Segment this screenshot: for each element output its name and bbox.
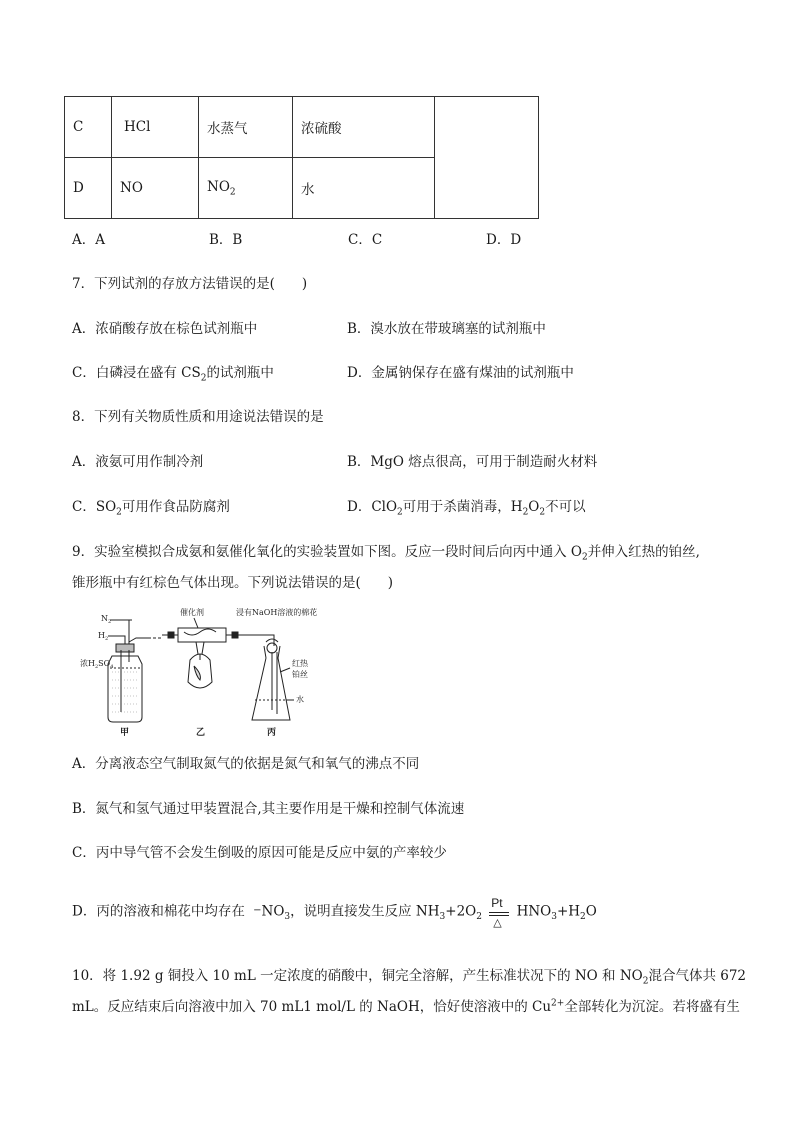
table-row [65, 97, 539, 158]
label-h2: $H_2$ [98, 631, 109, 642]
table-cell [435, 97, 539, 219]
q8-option-d: D．ClO$_2$可用于杀菌消毒，$H_2O_2$不可以 [347, 499, 586, 518]
table-cell: C [65, 97, 112, 158]
label-jia: 甲 [120, 728, 130, 738]
table-cell: D [65, 158, 112, 219]
label-red-hot: 红热 [292, 659, 308, 668]
q7-option-d: D．金属钠保存在盛有煤油的试剂瓶中 [347, 365, 574, 381]
label-pt-wire: 铂丝 [292, 670, 308, 679]
q8-stem: 8．下列有关物质性质和用途说法错误的是 [72, 409, 324, 425]
table-cell: 浓硫酸 [293, 97, 435, 158]
q10-stem-line1: 10．将 1.92 g 铜投入 10 mL 一定浓度的硝酸中，铜完全溶解，产生标准状况下的 NO 和 $NO_2$混合气体共 672 [72, 968, 747, 987]
flask-bing [236, 607, 317, 738]
q7-option-c: C．白磷浸在盛有 $CS_2$的试剂瓶中 [72, 365, 274, 384]
q6-option-b: B．B [209, 232, 243, 248]
q10-stem-line2: mL。反应结束后向溶液中加入 70 mL1 mol/L 的 NaOH，恰好使溶液中的 $Cu^{2+}$全部转化为沉淀。若将盛有生 [72, 998, 740, 1015]
table-cell: NO [112, 158, 199, 219]
q9-option-d: D．丙的溶液和棉花中均存在 $-NO_3$，说明直接发生反应 $NH_3+2O_2$ Pt △ $HNO_3+H_2O$ [72, 896, 597, 929]
label-conc-h2so4: 浓$H_2SO_4$ [80, 659, 114, 670]
options-table [64, 96, 539, 219]
q6-option-c: C．C [348, 232, 383, 248]
q6-option-d: D．D [486, 232, 522, 248]
bottle-jia [80, 614, 162, 738]
q9-option-c: C．丙中导气管不会发生倒吸的原因可能是反应中氨的产率较少 [72, 845, 447, 861]
label-cotton: 浸有NaOH溶液的棉花 [236, 608, 318, 617]
q8-option-b: B．MgO 熔点很高，可用于制造耐火材料 [347, 454, 598, 470]
table-cell: $NO_2$ [199, 158, 293, 219]
q9-stem-line2: 锥形瓶中有红棕色气体出现。下列说法错误的是( ) [72, 575, 394, 591]
label-catalyst: 催化剂 [180, 608, 204, 617]
q9-option-a: A．分离液态空气制取氮气的依据是氮气和氧气的沸点不同 [72, 756, 420, 772]
table-cell: 水蒸气 [199, 97, 293, 158]
q9-stem-line1: 9．实验室模拟合成氨和氨催化氧化的实验装置如下图。反应一段时间后向丙中通入 $O_2$并伸入红热的铂丝, [72, 544, 700, 563]
label-yi: 乙 [196, 728, 206, 738]
q7-option-b: B．溴水放在带玻璃塞的试剂瓶中 [347, 321, 546, 337]
label-n2: $N_2$ [101, 614, 112, 625]
label-water: 水 [296, 695, 304, 704]
table-cell: HCl [112, 97, 199, 158]
q9-option-b: B．氮气和氢气通过甲装置混合,其主要作用是干燥和控制气体流速 [72, 801, 465, 817]
label-bing: 丙 [267, 728, 277, 738]
q8-option-a: A．液氨可用作制冷剂 [72, 454, 204, 470]
table-cell: 水 [293, 158, 435, 219]
q7-stem: 7．下列试剂的存放方法错误的是( ) [72, 276, 308, 292]
apparatus-figure [76, 602, 321, 738]
tube-yi [162, 607, 244, 738]
q6-option-a: A．A [72, 232, 105, 248]
q8-option-c: C．$SO_2$可用作食品防腐剂 [72, 499, 230, 518]
reaction-condition: Pt △ [489, 898, 509, 926]
q7-option-a: A．浓硝酸存放在棕色试剂瓶中 [72, 321, 258, 337]
